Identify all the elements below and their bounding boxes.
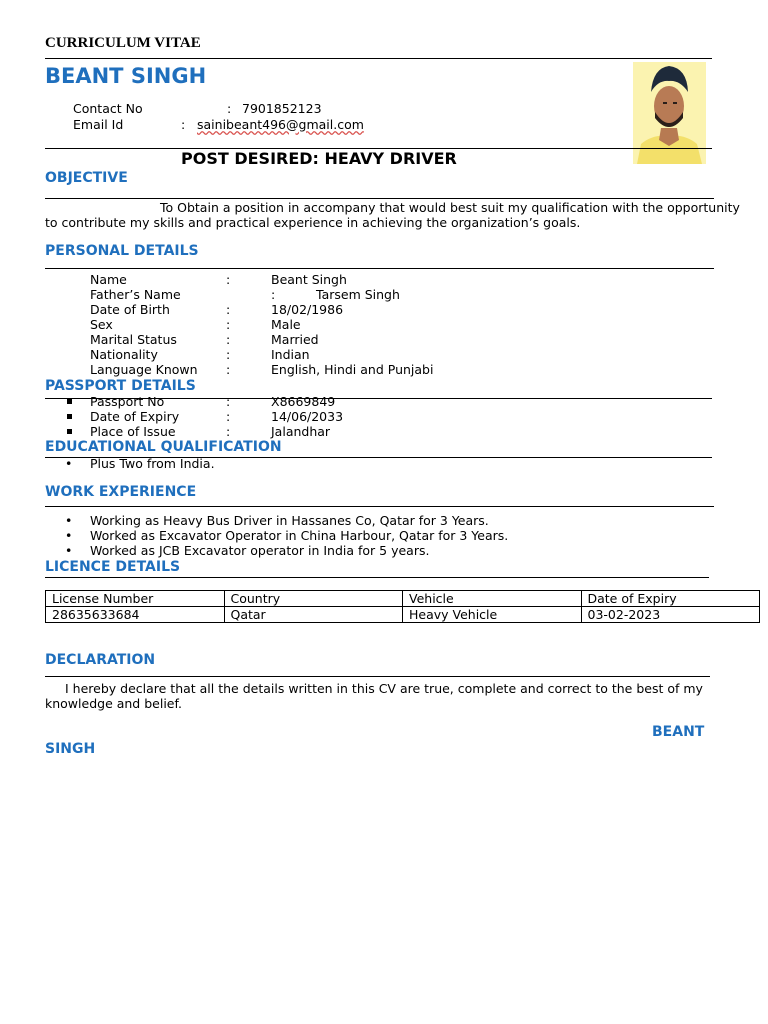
field-sep: : xyxy=(226,424,231,439)
licence-details-heading: LICENCE DETAILS xyxy=(45,559,181,575)
field-sep: : xyxy=(226,362,231,377)
divider xyxy=(45,506,714,507)
table-header-cell: License Number xyxy=(46,591,225,607)
field-sep: : xyxy=(226,302,231,317)
personal-row-sex xyxy=(90,317,690,332)
declaration-heading: DECLARATION xyxy=(45,652,156,668)
field-sep: : xyxy=(271,287,276,302)
bullet-icon: • xyxy=(65,456,73,471)
field-sep: : xyxy=(226,347,231,362)
field-sep: : xyxy=(226,332,231,347)
square-bullet-icon xyxy=(67,414,72,419)
square-bullet-icon xyxy=(67,429,72,434)
passport-details-heading: PASSPORT DETAILS xyxy=(45,378,196,394)
field-value: Indian xyxy=(271,347,310,362)
field-value: Jalandhar xyxy=(271,424,331,439)
field-value: Tarsem Singh xyxy=(316,287,400,302)
document-title: CURRICULUM VITAE xyxy=(45,35,201,51)
contact-email-sep: : xyxy=(181,117,186,132)
field-value: English, Hindi and Punjabi xyxy=(271,362,434,377)
passport-row-number xyxy=(90,394,690,409)
education-item xyxy=(65,456,690,471)
field-sep: : xyxy=(226,394,231,409)
table-header-cell: Vehicle xyxy=(403,591,582,607)
personal-row-marital-status xyxy=(90,332,690,347)
field-value: Male xyxy=(271,317,301,332)
passport-row-expiry xyxy=(90,409,690,424)
contact-email: sainibeant496@gmail.com xyxy=(197,117,364,132)
field-label: Sex xyxy=(90,317,113,332)
field-label: Nationality xyxy=(90,347,158,362)
declaration-text-line2: knowledge and belief. xyxy=(45,696,182,711)
education-item-text: Plus Two from India. xyxy=(90,456,215,471)
field-value: Married xyxy=(271,332,319,347)
licence-table xyxy=(45,590,760,623)
divider xyxy=(45,198,714,199)
field-label: Language Known xyxy=(90,362,198,377)
divider xyxy=(45,268,714,269)
field-sep: : xyxy=(226,272,231,287)
table-row xyxy=(46,607,760,623)
personal-row-languages xyxy=(90,362,690,377)
passport-row-place xyxy=(90,424,690,439)
declaration-text-line1: I hereby declare that all the details written in this CV are true, complete and correct to the best of my xyxy=(65,681,703,696)
divider xyxy=(45,58,712,59)
personal-row-nationality xyxy=(90,347,690,362)
bullet-icon: • xyxy=(65,513,73,528)
work-item xyxy=(65,528,690,543)
contact-phone: 7901852123 xyxy=(242,101,322,116)
table-cell: Qatar xyxy=(224,607,403,623)
signature-first-name: BEANT xyxy=(652,724,705,740)
table-header-cell: Country xyxy=(224,591,403,607)
work-item-text: Worked as JCB Excavator operator in India for 5 years. xyxy=(90,543,430,558)
table-header-cell: Date of Expiry xyxy=(581,591,760,607)
divider xyxy=(45,577,709,578)
work-item xyxy=(65,543,690,558)
personal-details-heading: PERSONAL DETAILS xyxy=(45,243,199,259)
table-header-row xyxy=(46,591,760,607)
personal-row-father-name xyxy=(90,287,690,302)
field-label: Date of Expiry xyxy=(90,409,180,424)
work-item-text: Working as Heavy Bus Driver in Hassanes Co, Qatar for 3 Years. xyxy=(90,513,489,528)
objective-heading: OBJECTIVE xyxy=(45,170,128,186)
field-value: 14/06/2033 xyxy=(271,409,344,424)
contact-phone-label: Contact No xyxy=(73,101,143,116)
divider xyxy=(45,676,710,677)
candidate-name: BEANT SINGH xyxy=(45,64,207,88)
personal-row-dob xyxy=(90,302,690,317)
signature-last-name: SINGH xyxy=(45,741,96,757)
work-item-text: Worked as Excavator Operator in China Harbour, Qatar for 3 Years. xyxy=(90,528,509,543)
square-bullet-icon xyxy=(67,399,72,404)
table-cell: 03-02-2023 xyxy=(581,607,760,623)
personal-row-name xyxy=(90,272,690,287)
contact-phone-sep: : xyxy=(227,101,232,116)
field-label: Father’s Name xyxy=(90,287,181,302)
bullet-icon: • xyxy=(65,528,73,543)
field-value: X8669849 xyxy=(271,394,336,409)
bullet-icon: • xyxy=(65,543,73,558)
field-label: Name xyxy=(90,272,127,287)
work-item xyxy=(65,513,690,528)
field-label: Date of Birth xyxy=(90,302,170,317)
post-desired: POST DESIRED: HEAVY DRIVER xyxy=(181,149,457,168)
field-label: Place of Issue xyxy=(90,424,176,439)
objective-text-line2: to contribute my skills and practical experience in achieving the organization’s goals. xyxy=(45,215,581,230)
contact-email-label: Email Id xyxy=(73,117,124,132)
field-label: Passport No xyxy=(90,394,165,409)
table-cell: Heavy Vehicle xyxy=(403,607,582,623)
field-value: Beant Singh xyxy=(271,272,347,287)
field-value: 18/02/1986 xyxy=(271,302,344,317)
field-sep: : xyxy=(226,409,231,424)
field-label: Marital Status xyxy=(90,332,177,347)
objective-text-line1: To Obtain a position in accompany that would best suit my qualification with the opportunity xyxy=(160,200,740,215)
field-sep: : xyxy=(226,317,231,332)
work-experience-heading: WORK EXPERIENCE xyxy=(45,484,197,500)
table-cell: 28635633684 xyxy=(46,607,225,623)
education-heading: EDUCATIONAL QUALIFICATION xyxy=(45,439,282,455)
